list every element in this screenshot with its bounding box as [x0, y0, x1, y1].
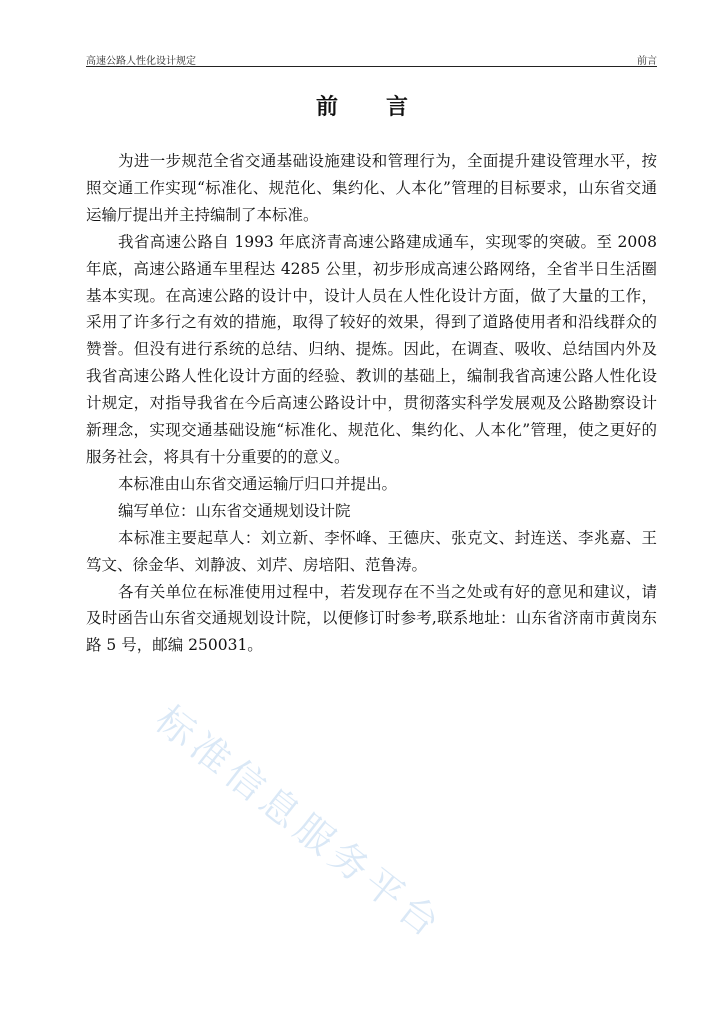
paragraph-feedback-contact: 各有关单位在标准使用过程中，若发现存在不当之处或有好的意见和建议，请及时函告山东省交通规划设计院，以便修订时参考,联系地址：山东省济南市黄岗东路 5 号，邮编 250031。 [86, 582, 657, 655]
paragraph-drafters: 本标准主要起草人：刘立新、李怀峰、王德庆、张克文、封连送、李兆嘉、王笃文、徐金华、刘静波、刘芹、房培阳、范鲁涛。 [86, 528, 657, 574]
paragraph-authority: 本标准由山东省交通运输厅归口并提出。 [118, 474, 398, 493]
watermark: 标准信息服务平台 [147, 697, 452, 949]
header-document-title: 高速公路人性化设计规定 [86, 56, 196, 67]
preface-body [86, 148, 662, 659]
page-header [86, 50, 657, 67]
paragraph-background: 我省高速公路自 1993 年底济青高速公路建成通车，实现零的突破。至 2008 年底，高速公路通车里程达 4285 公里，初步形成高速公路网络，全省半日生活圈基本实现。在高速公路的设计中，设计人员在人性化设计方面，做了大量的工作，采用了许多行之有效的措施，取得了较好的效果，得到了道路使用者和沿线群众的赞誉。但没有进行系统的总结、归纳、提炼。因此，在调查、吸收、总结国内外及我省高速公路人性化设计方面的经验、教训的基础上，编制我省高速公路人性化设计规定，对指导我省在今后高速公路设计中，贯彻落实科学发展观及公路勘察设计新理念，实现交通基础设施“标准化、规范化、集约化、人本化”管理，使之更好的服务社会，将具有十分重要的的意义。 [86, 232, 662, 466]
page-title: 前言 [315, 95, 456, 120]
paragraph-drafting-unit: 编写单位：山东省交通规划设计院 [118, 501, 351, 520]
paragraph-purpose: 为进一步规范全省交通基础设施建设和管理行为，全面提升建设管理水平，按照交通工作实现“标准化、规范化、集约化、人本化”管理的目标要求，山东省交通运输厅提出并主持编制了本标准。 [86, 152, 657, 224]
header-section-name: 前言 [637, 56, 657, 67]
